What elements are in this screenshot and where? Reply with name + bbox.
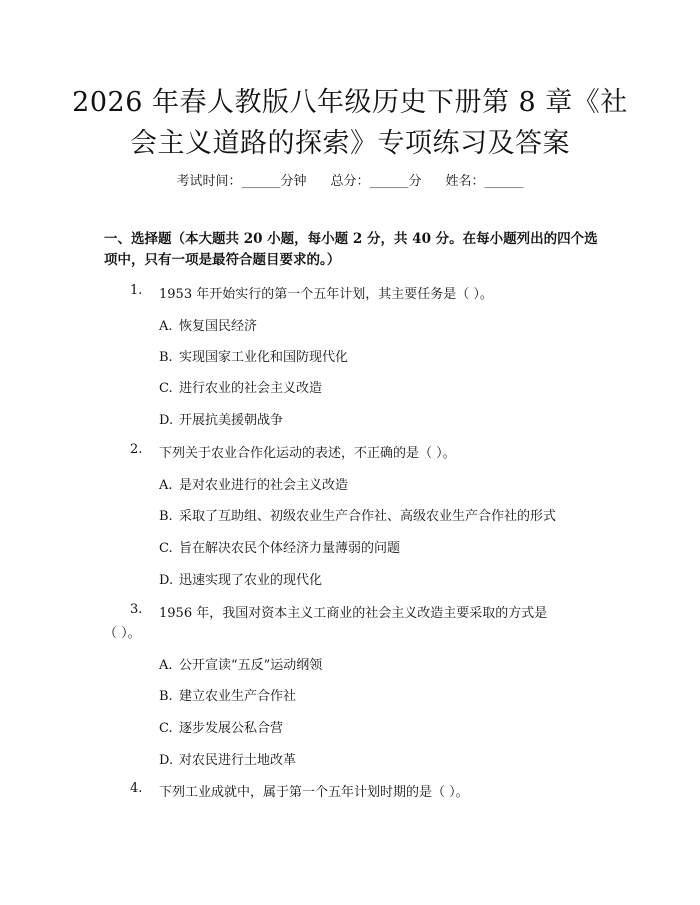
question-number: 4.: [130, 781, 143, 796]
option-text: 建立农业生产合作社: [179, 689, 297, 704]
title-line-1: 2026 年春人教版八年级历史下册第 8 章《社: [72, 87, 628, 118]
option-text: 恢复国民经济: [179, 319, 258, 334]
option-a: [159, 474, 348, 493]
option-letter: D.: [159, 573, 174, 588]
option-a: [159, 654, 322, 673]
title-line-2: 会主义道路的探索》专项练习及答案: [130, 128, 570, 159]
exam-time: 考试时间：______分钟: [176, 174, 307, 189]
option-text: 是对农业进行的社会主义改造: [179, 478, 349, 493]
option-letter: D.: [159, 753, 174, 768]
option-b: [159, 505, 556, 524]
question-number: 3.: [130, 602, 143, 617]
option-d: [159, 749, 296, 768]
question-text: 下列关于农业合作化运动的表述，不正确的是（ ）。: [159, 446, 456, 461]
question-text-continued: （ ）。: [104, 626, 141, 641]
option-letter: A.: [159, 478, 173, 493]
option-letter: A.: [159, 658, 173, 673]
exam-meta: [0, 170, 700, 189]
option-text: 公开宣读“五反”运动纲领: [179, 658, 323, 673]
option-letter: B.: [159, 509, 173, 524]
option-letter: D.: [159, 413, 174, 428]
option-c: [159, 377, 322, 396]
option-text: 对农民进行土地改革: [179, 753, 297, 768]
option-text: 实现国家工业化和国防现代化: [179, 350, 349, 365]
section-heading: 一、选择题（本大题共 20 小题，每小题 2 分，共 40 分。在每小题列出的四个选项中，只有一项是最符合题目要求的。）: [104, 231, 598, 268]
option-letter: B.: [159, 689, 173, 704]
option-text: 采取了互助组、初级农业生产合作社、高级农业生产合作社的形式: [179, 509, 557, 524]
option-text: 迅速实现了农业的现代化: [179, 573, 323, 588]
option-c: [159, 717, 283, 736]
question-number: 1.: [130, 283, 143, 298]
option-letter: C.: [159, 721, 173, 736]
document-title: [0, 82, 700, 164]
option-text: 开展抗美援朝战争: [179, 413, 284, 428]
option-b: [159, 346, 348, 365]
option-text: 旨在解决农民个体经济力量薄弱的问题: [179, 541, 401, 556]
option-text: 进行农业的社会主义改造: [179, 381, 323, 396]
question-text: 1956 年，我国对资本主义工商业的社会主义改造主要采取的方式是: [159, 606, 548, 621]
option-a: [159, 315, 257, 334]
question-text: 下列工业成就中，属于第一个五年计划时期的是（ ）。: [159, 785, 469, 800]
question-number: 2.: [130, 442, 143, 457]
student-name: 姓名：______: [445, 174, 524, 189]
option-letter: C.: [159, 541, 173, 556]
option-letter: A.: [159, 319, 173, 334]
option-b: [159, 685, 296, 704]
option-letter: C.: [159, 381, 173, 396]
question-text: 1953 年开始实行的第一个五年计划，其主要任务是（ ）。: [159, 287, 493, 302]
option-text: 逐步发展公私合营: [179, 721, 284, 736]
option-c: [159, 537, 400, 556]
exam-score: 总分：______分: [330, 174, 422, 189]
option-d: [159, 569, 322, 588]
option-letter: B.: [159, 350, 173, 365]
option-d: [159, 409, 283, 428]
